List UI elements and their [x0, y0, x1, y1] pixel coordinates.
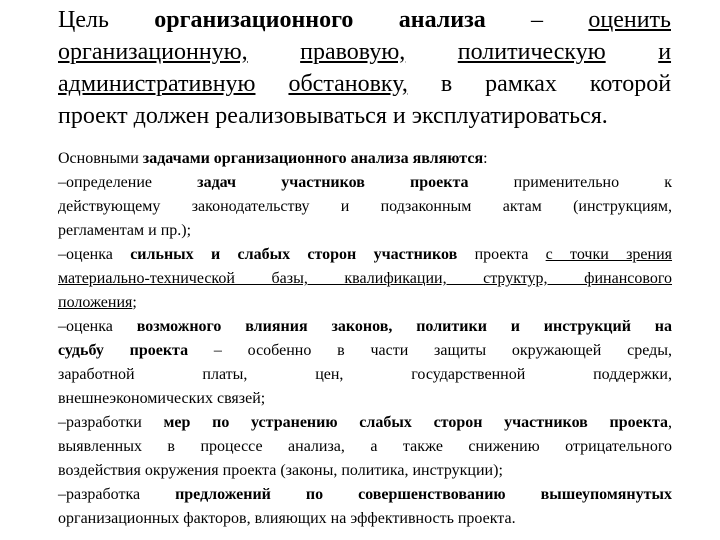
item-underlined: положения: [58, 294, 133, 311]
heading-word-underlined: обстановку,: [288, 71, 408, 97]
tasks-intro: [58, 147, 672, 171]
heading-word: которой: [589, 71, 672, 97]
item-text: –определение: [58, 174, 198, 191]
heading-word-underlined: организационную,: [58, 39, 248, 65]
item-bold: сильных и слабых сторон участников: [130, 246, 458, 263]
heading-word-underlined: административную: [58, 71, 256, 97]
heading-word-underlined: правовую,: [300, 39, 406, 65]
item-text: – особенно в части защиты окружающей среды,: [188, 342, 672, 359]
item5-line1: [58, 483, 672, 507]
heading-line-2: [58, 36, 671, 68]
heading-word-underlined: и: [658, 39, 672, 65]
item-text: применительно к: [468, 174, 672, 191]
item-bold: мер по устранению слабых сторон участников проекта: [163, 414, 669, 431]
item4-line3: воздействия окружения проекта (законы, политика, инструкции);: [58, 462, 503, 479]
heading-dash: –: [531, 7, 544, 33]
heading-word: рамках: [485, 71, 557, 97]
item-bold: предложений по совершенствованию вышеупомянутых: [175, 486, 673, 503]
heading-word: Цель: [58, 7, 109, 33]
heading-word-bold: организационного: [154, 7, 354, 33]
heading-word-underlined: оценить: [588, 7, 671, 33]
item3-line3: заработной платы, цен, государственной поддержки,: [58, 366, 672, 383]
intro-colon: :: [483, 150, 488, 167]
heading-word: в: [440, 71, 453, 97]
item-text: –оценка: [58, 246, 131, 263]
item1-line3: регламентам и пр.);: [58, 222, 192, 239]
item-underlined: с точки зрения: [545, 246, 673, 263]
item-text: ;: [132, 294, 137, 311]
intro-text: Основными: [58, 150, 143, 167]
item4-line2: выявленных в процессе анализа, а также снижению отрицательного: [58, 438, 672, 455]
heading-line-1: [58, 4, 671, 36]
item1-line2: действующему законодательству и подзаконным актам (инструкциям,: [58, 198, 672, 215]
item1-line1: [58, 171, 672, 195]
heading-word-underlined: политическую: [457, 39, 606, 65]
item-text: –оценка: [58, 318, 137, 335]
item-bold: задач участников проекта: [197, 174, 469, 191]
item-bold: судьбу проекта: [58, 342, 189, 359]
tasks-text: [58, 147, 672, 531]
heading-word-bold: анализа: [398, 7, 486, 33]
heading-line-4: [58, 100, 671, 132]
item4-line1: [58, 411, 672, 435]
item2-line2: материально-технической базы, квалификации, структур, финансового: [58, 270, 672, 287]
intro-bold: задачами организационного анализа являются: [142, 150, 484, 167]
item2-line1: [58, 243, 672, 267]
item3-line2: [58, 339, 672, 363]
slide-heading: [58, 4, 671, 132]
item2-line3: [58, 291, 672, 315]
heading-line-3: [58, 68, 671, 100]
item3-line1: [58, 315, 672, 339]
item-text: –разработки: [58, 414, 164, 431]
item5-line2: организационных факторов, влияющих на эффективность проекта.: [58, 510, 516, 527]
heading-word: проект должен реализовываться и эксплуатироваться.: [58, 103, 608, 129]
item-text: ,: [668, 414, 673, 431]
item-text: проекта: [457, 246, 546, 263]
item-text: –разработка: [58, 486, 176, 503]
item3-line4: внешнеэкономических связей;: [58, 390, 266, 407]
item-bold: возможного влияния законов, политики и инструкций на: [136, 318, 673, 335]
